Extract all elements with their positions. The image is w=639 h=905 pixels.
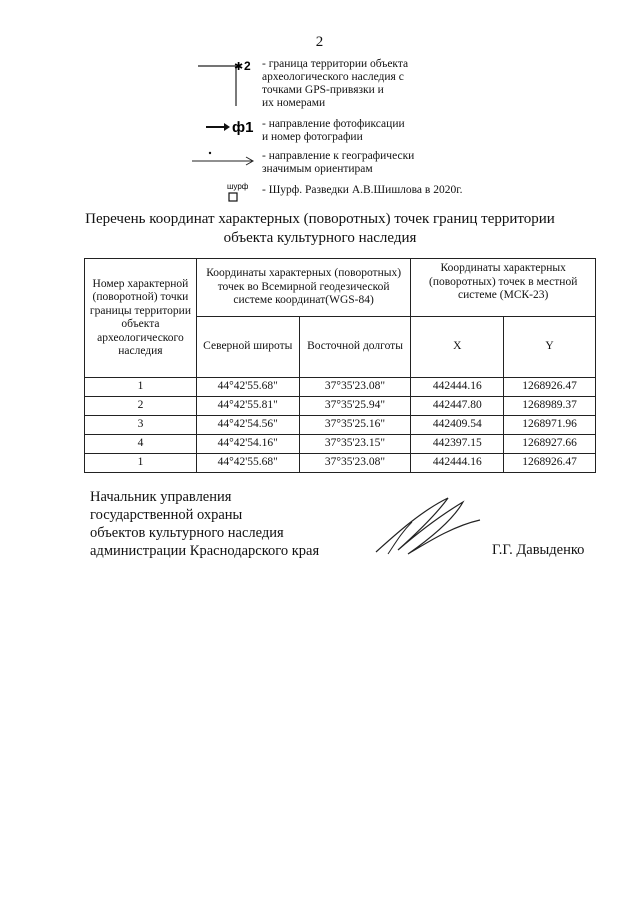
cell-longitude: 37°35'23.08" (299, 378, 411, 397)
header-north-latitude: Северной широты (196, 317, 299, 378)
table-row (85, 454, 596, 473)
header-y: Y (504, 317, 596, 378)
cell-x: 442397.15 (411, 435, 504, 454)
handwritten-signature-icon (368, 492, 488, 562)
document-heading (60, 210, 580, 248)
cell-y: 1268926.47 (504, 454, 596, 473)
legend-text: - Шурф. Разведки А.В.Шишлова в 2020г. (262, 184, 463, 196)
table-row (85, 416, 596, 435)
cell-x: 442444.16 (411, 378, 504, 397)
legend-text: - граница территории объекта археологического наследия с точками GPS-привязки и их номерами (262, 58, 409, 109)
page-number: 2 (315, 34, 324, 50)
coordinates-table (84, 258, 596, 473)
cell-longitude: 37°35'23.08" (299, 454, 411, 473)
legend-text: - направление к географически значимым ориентирам (262, 150, 415, 175)
svg-text:✱: ✱ (234, 60, 244, 73)
cell-x: 442447.80 (411, 397, 504, 416)
boundary-point-marker-icon (190, 58, 262, 108)
signer-title-line: объектов культурного наследия (90, 525, 284, 541)
cell-latitude: 44°42'55.68" (196, 378, 299, 397)
cell-latitude: 44°42'55.81" (196, 397, 299, 416)
legend-marker-label: шурф (227, 182, 249, 191)
cell-longitude: 37°35'25.94" (299, 397, 411, 416)
legend-text: - направление фотофиксации и номер фотографии (262, 118, 405, 143)
signer-title-line: государственной охраны (90, 507, 243, 523)
cell-point: 4 (85, 435, 197, 454)
heading-line: объекта культурного наследия (223, 230, 417, 246)
cell-latitude: 44°42'54.16" (196, 435, 299, 454)
cell-y: 1268971.96 (504, 416, 596, 435)
cell-point: 2 (85, 397, 197, 416)
cell-latitude: 44°42'55.68" (196, 454, 299, 473)
table-row (85, 435, 596, 454)
header-msk23: Координаты характерных (поворотных) точек в местной системе (МСК-23) (411, 259, 596, 317)
table-header-row (85, 259, 596, 317)
cell-point: 1 (85, 454, 197, 473)
cell-y: 1268926.47 (504, 378, 596, 397)
cell-latitude: 44°42'54.56" (196, 416, 299, 435)
header-wgs84: Координаты характерных (поворотных) точек во Всемирной геодезической системе координат(WGS-84) (196, 259, 411, 317)
cell-x: 442444.16 (411, 454, 504, 473)
cell-longitude: 37°35'25.16" (299, 416, 411, 435)
cell-y: 1268927.66 (504, 435, 596, 454)
heading-line: Перечень координат характерных (поворотных) точек границ территории (85, 211, 555, 227)
header-point-number: Номер характерной (поворотной) точки границы территории объекта археологического наследия (85, 259, 197, 378)
header-x: X (411, 317, 504, 378)
signer-name: Г.Г. Давыденко (492, 542, 585, 558)
cell-x: 442409.54 (411, 416, 504, 435)
header-east-longitude: Восточной долготы (299, 317, 411, 378)
cell-longitude: 37°35'23.15" (299, 435, 411, 454)
legend-marker-label: ф1 (232, 119, 254, 136)
table-row (85, 378, 596, 397)
cell-point: 1 (85, 378, 197, 397)
signer-title-line: администрации Краснодарского края (90, 543, 320, 559)
signer-title-line: Начальник управления (90, 489, 232, 505)
legend-marker-label: 2 (244, 59, 251, 73)
cell-y: 1268989.37 (504, 397, 596, 416)
photo-direction-arrow-icon (190, 118, 262, 144)
orientation-arrow-icon (190, 150, 262, 176)
table-row (85, 397, 596, 416)
signature-block (90, 488, 319, 560)
cell-point: 3 (85, 416, 197, 435)
pit-square-icon (190, 182, 262, 208)
